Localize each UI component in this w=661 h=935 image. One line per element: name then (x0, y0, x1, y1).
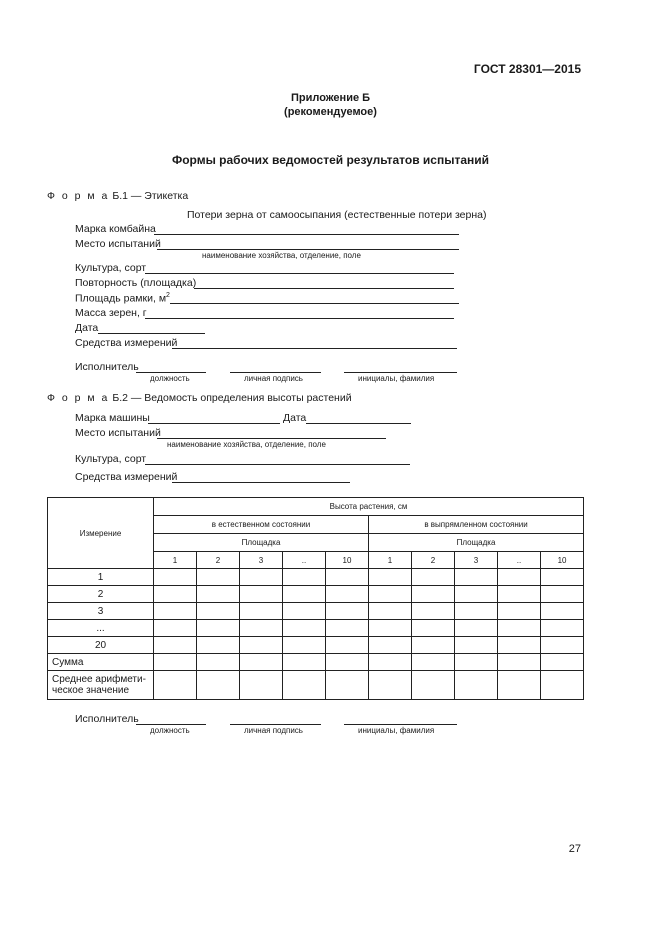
table-cell[interactable] (240, 654, 283, 671)
table-cell[interactable] (326, 586, 369, 603)
table-cell[interactable] (541, 671, 584, 700)
table-cell[interactable] (197, 586, 240, 603)
table-cell[interactable] (541, 569, 584, 586)
table-cell[interactable] (369, 569, 412, 586)
table-cell[interactable] (283, 620, 326, 637)
table-cell[interactable] (412, 654, 455, 671)
table-cell[interactable] (541, 637, 584, 654)
table-cell[interactable] (369, 620, 412, 637)
position-hint: должность (150, 374, 190, 383)
table-cell[interactable] (283, 603, 326, 620)
instruments2-label: Средства измерений (75, 471, 178, 483)
sign-hint: личная подпись (244, 374, 303, 383)
table-cell[interactable] (541, 620, 584, 637)
table-cell[interactable] (541, 603, 584, 620)
appendix-title: Приложение Б (290, 92, 371, 104)
form2-title: Б.2 — Ведомость определения высоты растений (112, 392, 352, 404)
table-cell[interactable] (283, 569, 326, 586)
form2-heading (47, 392, 352, 404)
repeat-label: Повторность (площадка) (75, 277, 197, 289)
table-cell[interactable] (498, 671, 541, 700)
table-cell[interactable] (197, 620, 240, 637)
area-label (75, 292, 170, 305)
table-cell[interactable] (326, 654, 369, 671)
mean-label: Среднее арифмети-ческое значение (48, 671, 154, 700)
table-cell[interactable] (240, 603, 283, 620)
table-cell[interactable] (326, 620, 369, 637)
page-number: 27 (568, 843, 581, 855)
appendix-subtitle: (рекомендуемое) (284, 106, 377, 118)
col-header: 1 (154, 552, 197, 569)
table-cell[interactable] (240, 586, 283, 603)
row-label: ... (48, 620, 154, 637)
table-row (48, 654, 584, 671)
form1-caption: Потери зерна от самоосыпания (естественные потери зерна) (187, 209, 487, 221)
machine-label: Марка машины (75, 412, 150, 424)
name2-hint: инициалы, фамилия (358, 726, 435, 735)
date2-label: Дата (283, 412, 307, 424)
col-header: 1 (369, 552, 412, 569)
height-header: Высота растения, см (154, 498, 584, 516)
table-cell[interactable] (197, 569, 240, 586)
straightened-header: в выпрямленном состоянии (369, 516, 584, 534)
table-cell[interactable] (197, 654, 240, 671)
date2-line[interactable] (306, 423, 411, 424)
col-header: .. (498, 552, 541, 569)
table-cell[interactable] (154, 654, 197, 671)
table-cell[interactable] (197, 637, 240, 654)
place2-line[interactable] (157, 438, 386, 439)
sign2-hint: личная подпись (244, 726, 303, 735)
table-cell[interactable] (498, 620, 541, 637)
area-sup: 2 (166, 292, 170, 299)
form1-prefix: Ф о р м а (47, 190, 110, 202)
table-cell[interactable] (283, 671, 326, 700)
table-cell[interactable] (541, 586, 584, 603)
area-line[interactable] (170, 303, 459, 304)
crop2-line[interactable] (145, 464, 410, 465)
name-line[interactable] (344, 372, 457, 373)
table-cell[interactable] (455, 637, 498, 654)
place-label: Место испытаний (75, 238, 161, 250)
crop-label: Культура, сорт (75, 262, 147, 274)
section-title: Формы рабочих ведомостей результатов испытаний (171, 153, 490, 167)
table-cell[interactable] (412, 586, 455, 603)
table-cell[interactable] (369, 654, 412, 671)
crop-line[interactable] (145, 273, 454, 274)
table-cell[interactable] (240, 637, 283, 654)
table-cell[interactable] (240, 671, 283, 700)
table-cell[interactable] (283, 637, 326, 654)
measurement-header: Измерение (48, 498, 154, 569)
table-row (48, 586, 584, 603)
table-cell[interactable] (283, 654, 326, 671)
form1-heading (47, 190, 188, 202)
position2-hint: должность (150, 726, 190, 735)
plot-header-natural: Площадка (154, 534, 369, 552)
table-row (48, 569, 584, 586)
row-label: 3 (48, 603, 154, 620)
table-row (48, 620, 584, 637)
form1-title: Б.1 — Этикетка (112, 190, 189, 202)
mass-line[interactable] (145, 318, 454, 319)
machine-line[interactable] (148, 423, 280, 424)
table-cell[interactable] (197, 603, 240, 620)
height-table (47, 497, 584, 700)
table-body (48, 569, 584, 700)
col-header: .. (283, 552, 326, 569)
table-cell[interactable] (498, 586, 541, 603)
crop2-label: Культура, сорт (75, 453, 147, 465)
table-cell[interactable] (283, 586, 326, 603)
table-cell[interactable] (412, 603, 455, 620)
table-cell[interactable] (412, 569, 455, 586)
row-label: 20 (48, 637, 154, 654)
table-cell[interactable] (369, 586, 412, 603)
table-cell[interactable] (498, 569, 541, 586)
instruments-line[interactable] (172, 348, 457, 349)
table-cell[interactable] (455, 603, 498, 620)
table-cell[interactable] (455, 569, 498, 586)
col-header: 2 (412, 552, 455, 569)
col-header: 10 (326, 552, 369, 569)
table-cell[interactable] (240, 620, 283, 637)
position-line[interactable] (136, 372, 206, 373)
sign-line[interactable] (230, 372, 321, 373)
sign2-line[interactable] (230, 724, 321, 725)
place2-label: Место испытаний (75, 427, 161, 439)
table-cell[interactable] (412, 671, 455, 700)
standard-number: ГОСТ 28301—2015 (473, 62, 581, 76)
table-cell[interactable] (455, 620, 498, 637)
col-header: 3 (240, 552, 283, 569)
name2-line[interactable] (344, 724, 457, 725)
table-cell[interactable] (412, 637, 455, 654)
table-row (48, 603, 584, 620)
row-label: 1 (48, 569, 154, 586)
table-cell[interactable] (455, 654, 498, 671)
table-cell[interactable] (369, 671, 412, 700)
table-cell[interactable] (154, 586, 197, 603)
table-cell[interactable] (541, 654, 584, 671)
table-cell[interactable] (498, 654, 541, 671)
mass-label: Масса зерен, г (75, 307, 147, 319)
executor-label: Исполнитель (75, 361, 139, 373)
table-cell[interactable] (369, 637, 412, 654)
table-cell[interactable] (326, 569, 369, 586)
date-label: Дата (75, 322, 99, 334)
col-header: 10 (541, 552, 584, 569)
date-line[interactable] (98, 333, 205, 334)
table-cell[interactable] (498, 637, 541, 654)
col-header: 2 (197, 552, 240, 569)
table-cell[interactable] (154, 603, 197, 620)
combine-label: Марка комбайна (75, 223, 156, 235)
place2-hint: наименование хозяйства, отделение, поле (167, 440, 326, 449)
name-hint: инициалы, фамилия (358, 374, 435, 383)
repeat-line[interactable] (194, 288, 454, 289)
table-row (48, 637, 584, 654)
table-cell[interactable] (326, 637, 369, 654)
table-cell[interactable] (154, 569, 197, 586)
sum-label: Сумма (48, 654, 154, 671)
instruments2-line[interactable] (172, 482, 350, 483)
table-cell[interactable] (455, 671, 498, 700)
table-cell[interactable] (369, 603, 412, 620)
table-cell[interactable] (240, 569, 283, 586)
table-cell[interactable] (326, 671, 369, 700)
form2-prefix: Ф о р м а (47, 392, 110, 404)
instruments-label: Средства измерений (75, 337, 178, 349)
row-label: 2 (48, 586, 154, 603)
table-cell[interactable] (154, 620, 197, 637)
table-cell[interactable] (197, 671, 240, 700)
table-row (48, 671, 584, 700)
area-text: Площадь рамки, м (75, 292, 167, 305)
table-cell[interactable] (154, 671, 197, 700)
natural-header: в естественном состоянии (154, 516, 369, 534)
combine-line[interactable] (154, 234, 459, 235)
table-cell[interactable] (412, 620, 455, 637)
position2-line[interactable] (136, 724, 206, 725)
table-cell[interactable] (154, 637, 197, 654)
executor2-label: Исполнитель (75, 713, 139, 725)
table-cell[interactable] (326, 603, 369, 620)
appendix-heading (0, 91, 661, 119)
table-cell[interactable] (455, 586, 498, 603)
plot-header-straightened: Площадка (369, 534, 584, 552)
col-header: 3 (455, 552, 498, 569)
place-hint: наименование хозяйства, отделение, поле (202, 251, 361, 260)
place-line[interactable] (157, 249, 459, 250)
table-cell[interactable] (498, 603, 541, 620)
